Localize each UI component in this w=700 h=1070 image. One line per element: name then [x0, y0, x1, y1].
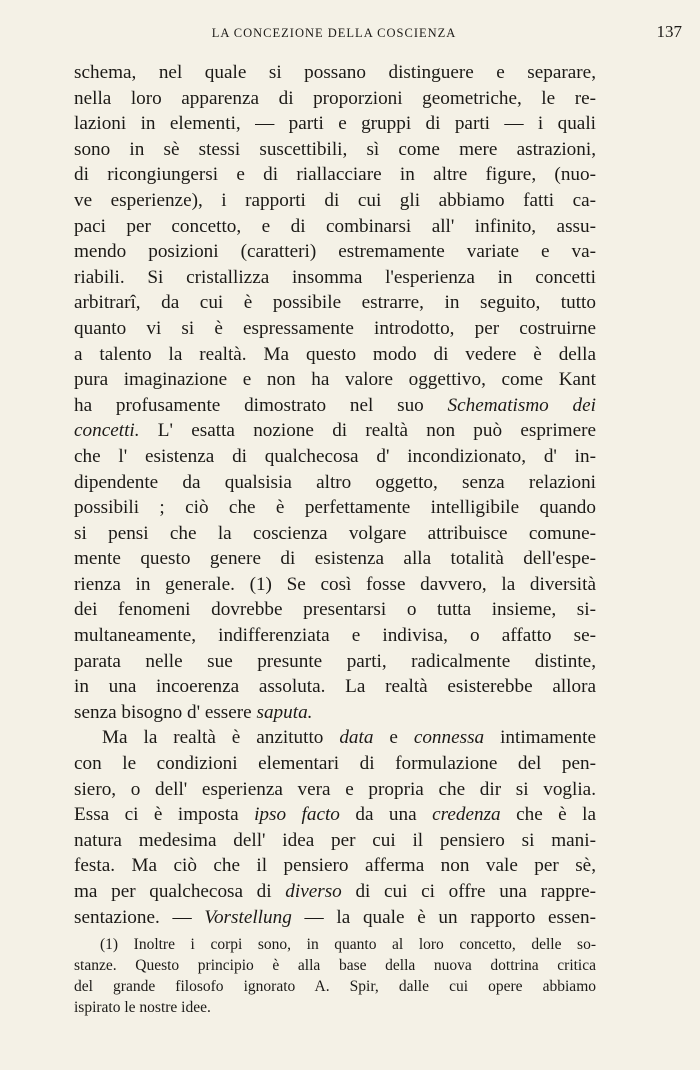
text-line [74, 649, 596, 675]
text-run: ve esperienze), i rapporti di cui gli abbiamo fatti ca- [74, 189, 596, 211]
text-run: che l' esistenza di qualchecosa d' incondizionato, d' in- [74, 445, 596, 467]
text-line [74, 521, 596, 547]
text-run: multaneamente, indifferenziata e indivisa, o affatto se- [74, 625, 596, 647]
text-line [74, 853, 596, 879]
text-line [74, 597, 596, 623]
italic-phrase: ipso facto [254, 804, 340, 826]
text-run: riabili. Si cristallizza insomma l'esperienza in concetti [74, 266, 596, 288]
text-run: — la quale è un rapporto essen- [291, 906, 596, 928]
text-run: parata nelle sue presunte parti, radicalmente distinte, [74, 650, 596, 672]
text-run: intimamente [484, 727, 596, 749]
text-line [74, 623, 596, 649]
text-line [74, 700, 596, 726]
running-title: LA CONCEZIONE DELLA COSCIENZA [211, 26, 457, 40]
italic-phrase: concetti. [74, 420, 140, 442]
text-line [74, 674, 596, 700]
footnote [74, 934, 596, 1018]
text-run: si pensi che la coscienza volgare attribuisce comune- [74, 522, 596, 544]
text-run: dipendente da qualsisia altro oggetto, senza relazioni [74, 471, 596, 493]
text-run: paci per concetto, e di combinarsi all' infinito, assu- [74, 215, 596, 237]
text-line [74, 572, 596, 598]
text-line [74, 905, 596, 931]
text-run: L' esatta nozione di realtà non può esprimere [139, 420, 596, 442]
text-line [74, 367, 596, 393]
text-run: dei fenomeni dovrebbe presentarsi o tutta insieme, si- [74, 599, 596, 621]
page-number: 137 [656, 22, 682, 41]
text-run: quanto vi si è espressamente introdotto, per costruirne [74, 317, 596, 339]
text-run: Essa ci è imposta [74, 804, 255, 826]
text-run: ma per qualchecosa di [74, 881, 286, 902]
text-run: mendo posizioni (caratteri) estremamente variate e va- [74, 241, 596, 263]
text-line [74, 188, 596, 214]
text-line [74, 828, 596, 854]
text-run: in una incoerenza assoluta. La realtà esisterebbe allora [74, 676, 596, 698]
text-run: mente questo genere di esistenza alla totalità dell'espe- [74, 548, 596, 570]
text-run: senza bisogno d' essere [74, 701, 257, 723]
text-run: natura medesima dell' idea per cui il pensiero si mani- [74, 829, 596, 851]
text-line [74, 239, 596, 265]
text-run: ha profusamente dimostrato nel suo [74, 394, 448, 416]
text-run: che è la [500, 804, 596, 826]
italic-phrase: data [339, 727, 374, 749]
text-run: pura imaginazione e non ha valore oggettivo, come Kant [74, 369, 596, 391]
text-run: e [373, 727, 414, 749]
text-line [74, 60, 596, 86]
footnote-line: ispirato le nostre idee. [74, 999, 211, 1016]
text-run: schema, nel quale si possano distinguere e separare, [74, 62, 596, 83]
text-line [74, 111, 596, 137]
text-run: possibili ; ciò che è perfettamente intelligibile quando [74, 497, 596, 519]
text-line [74, 444, 596, 470]
text-line [74, 342, 596, 368]
text-run: di ricongiungersi e di riallacciare in altre figure, (nuo- [74, 164, 596, 186]
text-run: sono in sè stessi suscettibili, sì come mere astrazioni, [74, 138, 596, 160]
text-run: arbitrarî, da cui è possibile estrarre, in seguito, tutto [74, 292, 596, 314]
text-line [74, 470, 596, 496]
text-run: rienza in generale. (1) Se così fosse davvero, la diversità [74, 573, 596, 595]
text-line [74, 137, 596, 163]
text-line [74, 751, 596, 777]
text-run: da una [339, 804, 433, 826]
text-line [74, 214, 596, 240]
text-line [74, 495, 596, 521]
italic-phrase: Schematismo dei [447, 394, 596, 416]
running-head [72, 22, 682, 44]
text-line [74, 802, 596, 828]
text-line [74, 265, 596, 291]
text-line [74, 546, 596, 572]
text-run: siero, o dell' esperienza vera e propria che dir si voglia. [74, 778, 596, 800]
text-line [74, 879, 596, 905]
text-line [74, 162, 596, 188]
footnote-line: (1) Inoltre i corpi sono, in quanto al loro concetto, delle so- [100, 936, 596, 953]
italic-phrase: diverso [285, 881, 342, 902]
text-line [74, 316, 596, 342]
text-run: con le condizioni elementari di formulazione del pen- [74, 753, 596, 775]
text-line [74, 86, 596, 112]
italic-phrase: credenza [432, 804, 501, 826]
italic-phrase: saputa. [256, 701, 313, 723]
italic-phrase: connessa [413, 727, 485, 749]
text-run: lazioni in elementi, — parti e gruppi di parti — i quali [74, 113, 596, 135]
text-run: sentazione. — [74, 906, 205, 928]
text-line [74, 418, 596, 444]
text-run: a talento la realtà. Ma questo modo di vedere è della [74, 343, 596, 365]
text-line [74, 777, 596, 803]
text-run: di cui ci offre una rappre- [341, 881, 596, 902]
body-text [74, 60, 596, 930]
text-run: festa. Ma ciò che il pensiero afferma non vale per sè, [74, 855, 596, 877]
italic-phrase: Vorstellung [204, 906, 292, 928]
footnote-line: stanze. Questo principio è alla base della nuova dottrina critica [74, 957, 596, 974]
text-run: nella loro apparenza di proporzioni geometriche, le re- [74, 87, 596, 109]
text-run: Ma la realtà è anzitutto [102, 727, 340, 749]
text-line [74, 393, 596, 419]
text-line [74, 290, 596, 316]
footnote-line: del grande filosofo ignorato A. Spir, dalle cui opere abbiamo [74, 978, 596, 995]
text-line [74, 725, 596, 751]
